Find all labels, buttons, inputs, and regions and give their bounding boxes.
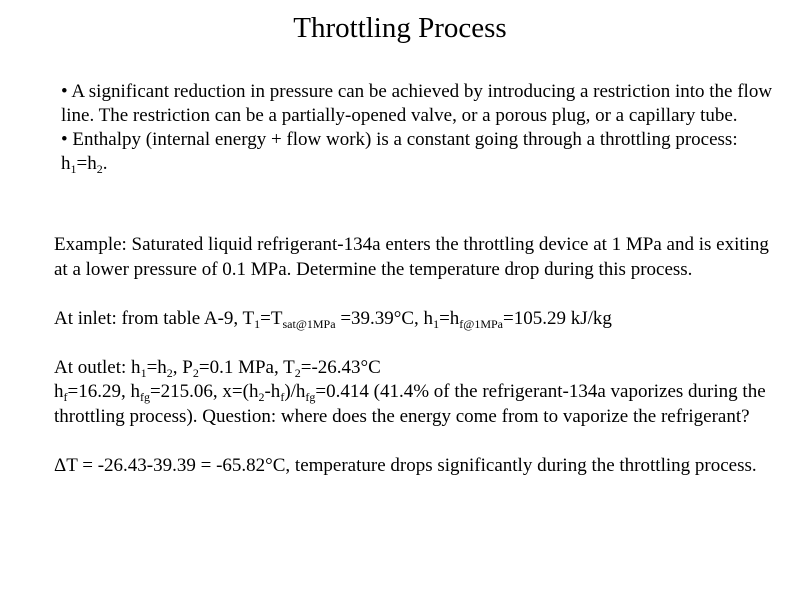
bullet-list	[61, 80, 781, 176]
bullet-restriction: • A significant reduction in pressure can be achieved by introducing a restriction into the flow line. The restriction can be a partially-opened valve, or a porous plug, or a capillary tube.	[61, 81, 773, 126]
inlet-line: At inlet: from table A-9, $T_1=T_{sat@1MPa} =39.39^\circ C$, $h_1=h_{f@1MPa}=105.29$ kJ/kg	[54, 307, 612, 331]
bullet-enthalpy: • Enthalpy (internal energy + flow work) is a constant going through a throttling process: $h_1=h_2$.	[61, 129, 738, 176]
slide-title: Throttling Process	[293, 12, 507, 44]
example-intro: Example: Saturated liquid refrigerant-134a enters the throttling device at 1 MPa and is exiting at a lower pressure of 0.1 MPa. Determine the temperature drop during this process.	[54, 234, 769, 280]
example-block	[54, 233, 784, 478]
quality-line: $h_f=16.29$, $h_{fg}=215.06$, $x=(h_2-h_f)/h_{fg}=0.414$ (41.4% of the refrigerant-134a vaporizes during the throttling process). Question: where does the energy come from to vaporize the refrigerant?	[54, 381, 766, 427]
temperature-drop-line: ΔT = -26.43-39.39 = -65.82°C, temperature drops significantly during the throttling process.	[54, 454, 757, 476]
outlet-line: At outlet: $h_1=h_2$, $P_2=0.1$ MPa, $T_2=-26.43^\circ C$	[54, 356, 381, 380]
